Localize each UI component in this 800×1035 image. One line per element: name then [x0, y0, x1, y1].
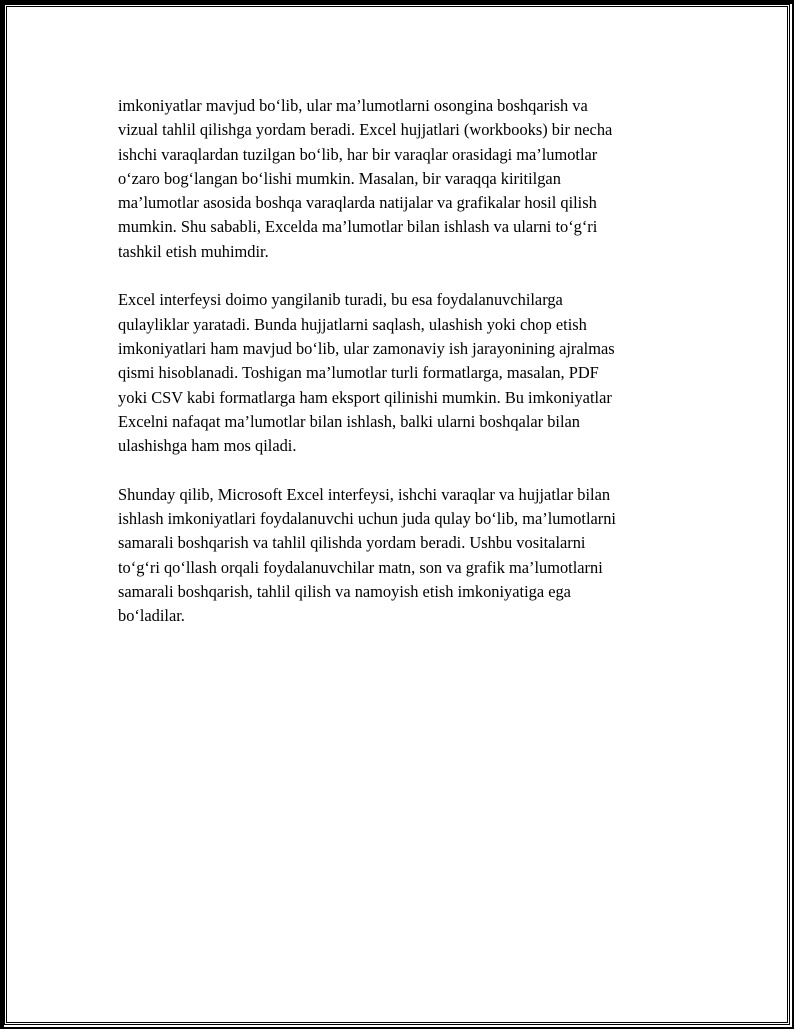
paragraph-1: imkoniyatlar mavjud bo‘lib, ular ma’lumotlarni osongina boshqarish va vizual tahlil qilishga yordam beradi. Excel hujjatlari (workbooks) bir necha ishchi varaqlardan tuzilgan bo‘lib, har bir varaqlar orasidagi ma’lumotlar o‘zaro bog‘langan bo‘lishi mumkin. Masalan, bir varaqqa kiritilgan ma’lumotlar asosida boshqa varaqlarda natijalar va grafikalar hosil qilish mumkin. Shu sababli, Excelda ma’lumotlar bilan ishlash va ularni to‘g‘ri tashkil etish muhimdir.	[118, 96, 613, 261]
document-body	[118, 94, 688, 653]
paragraph-2: Excel interfeysi doimo yangilanib turadi, bu esa foydalanuvchilarga qulayliklar yaratadi. Bunda hujjatlarni saqlash, ulashish yoki chop etish imkoniyatlari ham mavjud bo‘lib, ular zamonaviy ish jarayonining ajralmas qismi hisoblanadi. Toshigan ma’lumotlar turli formatlarga, masalan, PDF yoki CSV kabi formatlarga ham eksport qilinishi mumkin. Bu imkoniyatlar Excelni nafaqat ma’lumotlar bilan ishlash, balki ularni boshqalar bilan ulashishga ham mos qiladi.	[118, 290, 615, 456]
paragraph-3: Shunday qilib, Microsoft Excel interfeysi, ishchi varaqlar va hujjatlar bilan ishlash imkoniyatlari foydalanuvchi uchun juda qulay bo‘lib, ma’lumotlarni samarali boshqarish va tahlil qilishda yordam beradi. Ushbu vositalarni to‘g‘ri qo‘llash orqali foydalanuvchilar matn, son va grafik ma’lumotlarni samarali boshqarish, tahlil qilish va namoyish etish imkoniyatiga ega bo‘ladilar.	[118, 484, 616, 626]
